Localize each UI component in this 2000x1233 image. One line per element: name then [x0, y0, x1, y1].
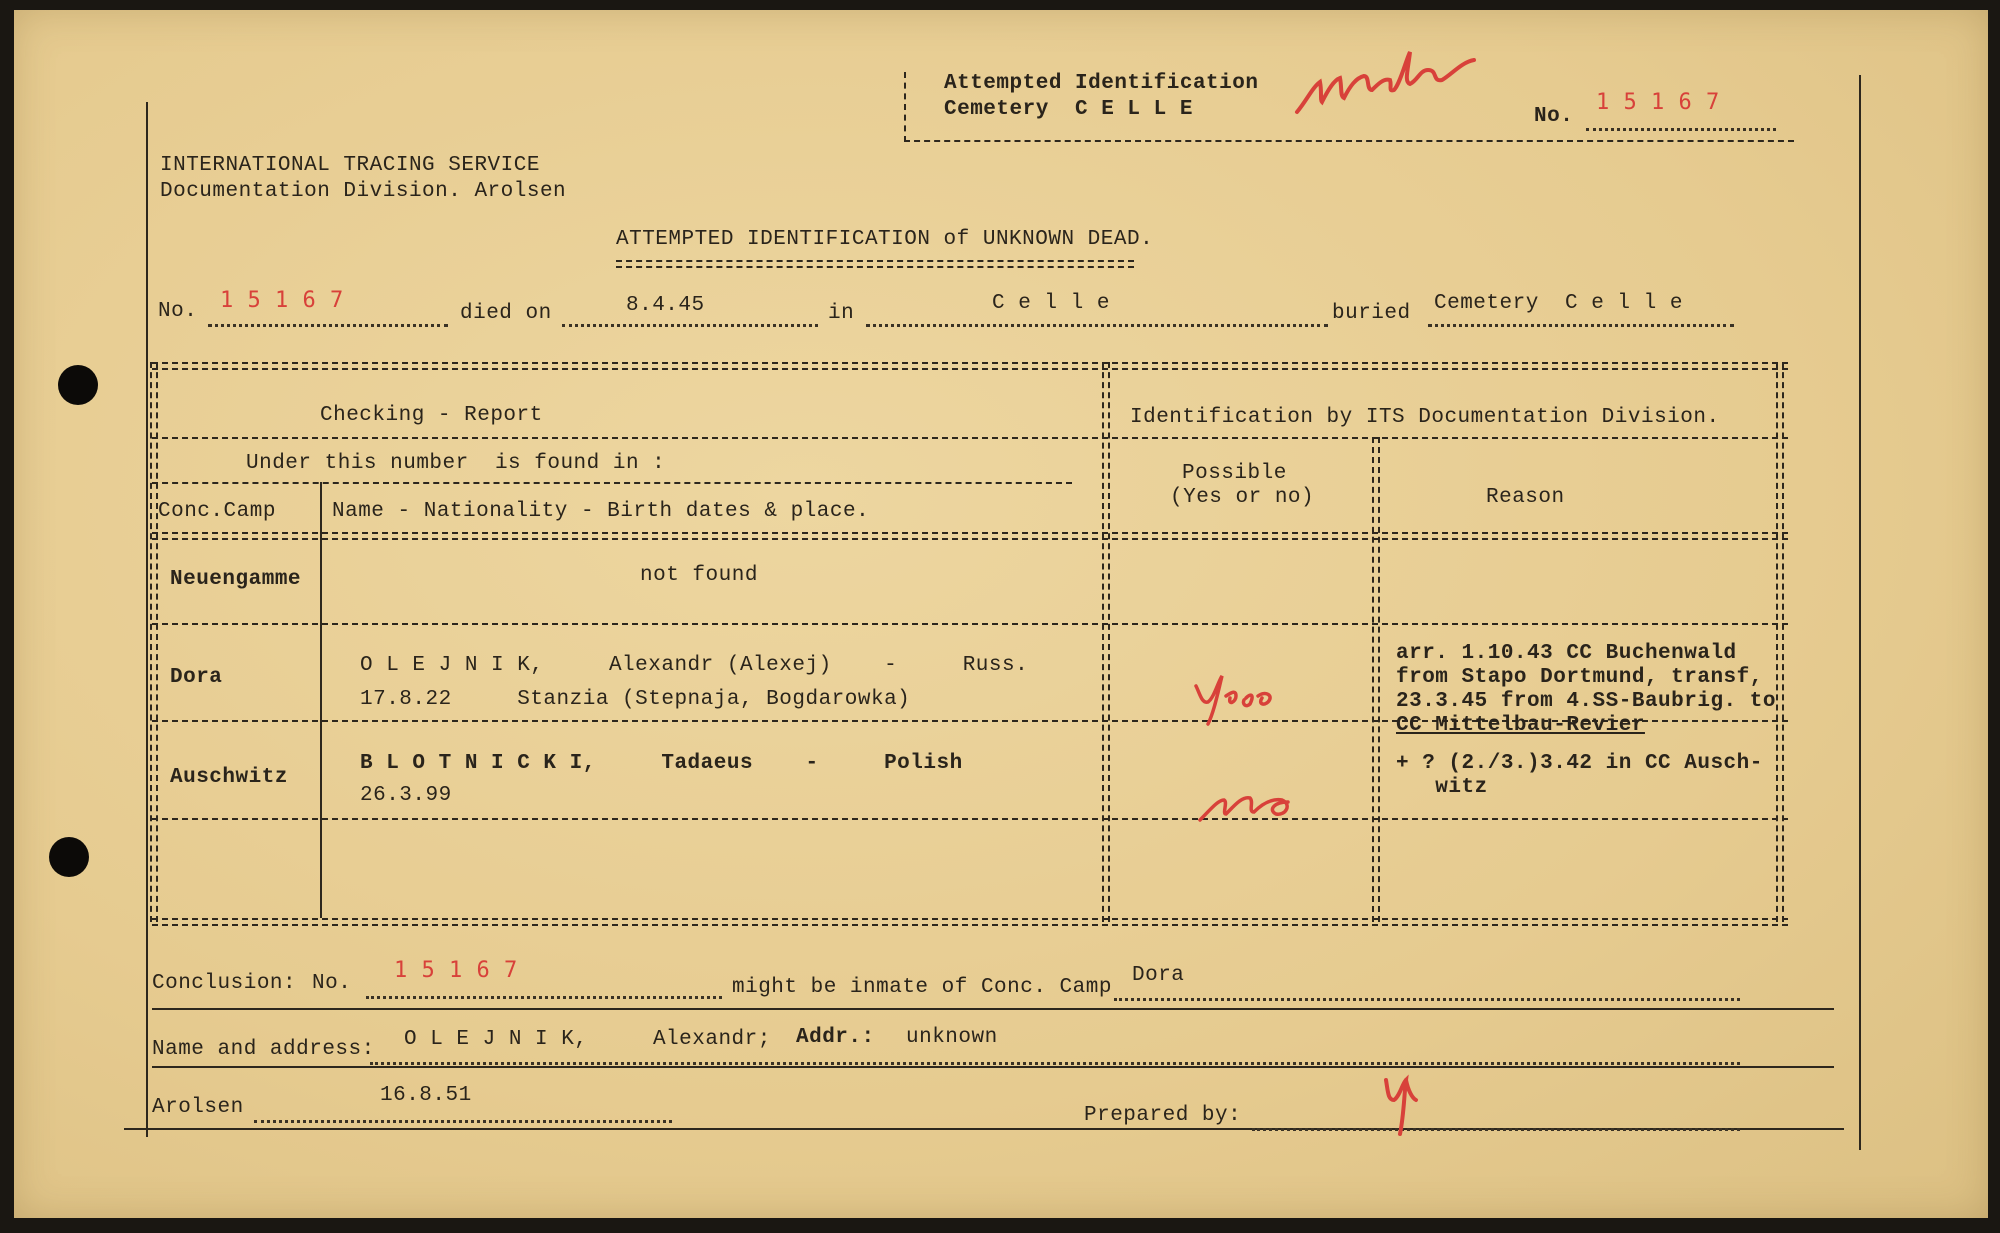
row3-possible-no-handwriting [1196, 778, 1306, 828]
conclusion-no-value: 1 5 1 6 7 [394, 958, 518, 983]
table-found-line [152, 482, 1072, 484]
row2-reason-line2: from Stapo Dortmund, transf, [1396, 666, 1763, 689]
footer-date-value: 16.8.51 [380, 1084, 472, 1107]
col-possible-header-1: Possible [1182, 462, 1287, 485]
table-colhead-line [152, 532, 1788, 540]
row1-camp: Neuengamme [170, 568, 302, 591]
row2-possible-yes-handwriting [1192, 668, 1292, 728]
header-underline [904, 140, 1794, 142]
row2-reason-line1: arr. 1.10.43 CC Buchenwald [1396, 642, 1737, 665]
addr-label: Addr.: [796, 1026, 875, 1049]
checking-report-header: Checking - Report [320, 404, 543, 427]
record-no-value: 1 5 1 6 7 [220, 288, 344, 313]
punch-hole-top [58, 365, 98, 405]
table-bottom-border [152, 918, 1788, 926]
header-no-label: No. [1534, 105, 1574, 128]
row2-reason-line4: CC Mittelbau-Revier [1396, 714, 1645, 737]
table-camp-divider [320, 482, 322, 918]
prepared-by-dots [1252, 1110, 1740, 1131]
found-in-header: Under this number is found in : [246, 452, 666, 475]
addr-value: unknown [906, 1026, 998, 1049]
conclusion-no-label: No. [312, 972, 352, 995]
right-margin-line [1859, 75, 1861, 1150]
conclusion-camp-dots [1114, 980, 1740, 1001]
table-mid-divider [1102, 362, 1110, 922]
col-possible-header-2: (Yes or no) [1170, 486, 1315, 509]
name-address-name: O L E J N I K, Alexandr; [404, 1028, 771, 1051]
row3-name-line2: 26.3.99 [360, 784, 452, 807]
footer-place-label: Arolsen [152, 1096, 244, 1119]
row1-name: not found [640, 564, 758, 587]
row2-reason-line3: 23.3.45 from 4.SS-Baubrig. to [1396, 690, 1776, 713]
made-stamp-handwriting [1292, 40, 1492, 120]
left-margin-line [146, 102, 148, 1137]
row3-camp: Auschwitz [170, 766, 288, 789]
conclusion-camp-value: Dora [1132, 964, 1185, 987]
signature-handwriting [1378, 1070, 1428, 1140]
table-top-border [152, 362, 1788, 370]
org-line-2: Documentation Division. Arolsen [160, 180, 567, 203]
title-underline [616, 260, 1134, 268]
name-address-label: Name and address: [152, 1038, 375, 1061]
header-line-1: Attempted Identification [944, 72, 1259, 95]
record-died-label: died on [460, 302, 552, 325]
index-card [14, 10, 1988, 1218]
conclusion-rule [152, 1008, 1834, 1010]
punch-hole-bottom [49, 837, 89, 877]
name-address-rule [152, 1066, 1834, 1068]
table-row3-line [152, 818, 1788, 820]
record-in-value: C e l l e [992, 292, 1110, 315]
row3-reason-line2: witz [1396, 776, 1488, 799]
record-died-value: 8.4.45 [626, 294, 705, 317]
table-row1-line [152, 623, 1788, 625]
conclusion-inmate-label: might be inmate of Conc. Camp [732, 976, 1112, 999]
prepared-by-label: Prepared by: [1084, 1104, 1242, 1127]
record-buried-value: Cemetery C e l l e [1434, 292, 1683, 315]
table-reason-divider [1372, 437, 1380, 922]
row2-camp: Dora [170, 666, 223, 689]
table-header-line [152, 437, 1788, 439]
record-no-label: No. [158, 300, 198, 323]
record-buried-label: buried [1332, 302, 1411, 325]
header-no-value: 1 5 1 6 7 [1596, 90, 1720, 115]
page-title: ATTEMPTED IDENTIFICATION of UNKNOWN DEAD. [616, 228, 1154, 251]
row3-name-line1: B L O T N I C K I, Tadaeus - Polish [360, 752, 963, 775]
org-line-1: INTERNATIONAL TRACING SERVICE [160, 154, 540, 177]
col-name-header: Name - Nationality - Birth dates & place. [332, 500, 870, 523]
col-camp-header: Conc.Camp [158, 500, 276, 523]
row2-name-line1: O L E J N I K, Alexandr (Alexej) - Russ. [360, 654, 1029, 677]
table-left-border [150, 362, 158, 922]
row2-name-line2: 17.8.22 Stanzia (Stepnaja, Bogdarowka) [360, 688, 911, 711]
col-reason-header: Reason [1486, 486, 1565, 509]
record-in-label: in [828, 302, 855, 325]
header-line-2: Cemetery C E L L E [944, 98, 1193, 121]
header-box-divider [904, 72, 906, 142]
row3-reason-line1: + ? (2./3.)3.42 in CC Ausch- [1396, 752, 1763, 775]
conclusion-label: Conclusion: [152, 972, 297, 995]
table-right-border [1776, 362, 1784, 922]
identification-header: Identification by ITS Documentation Division. [1130, 406, 1720, 429]
